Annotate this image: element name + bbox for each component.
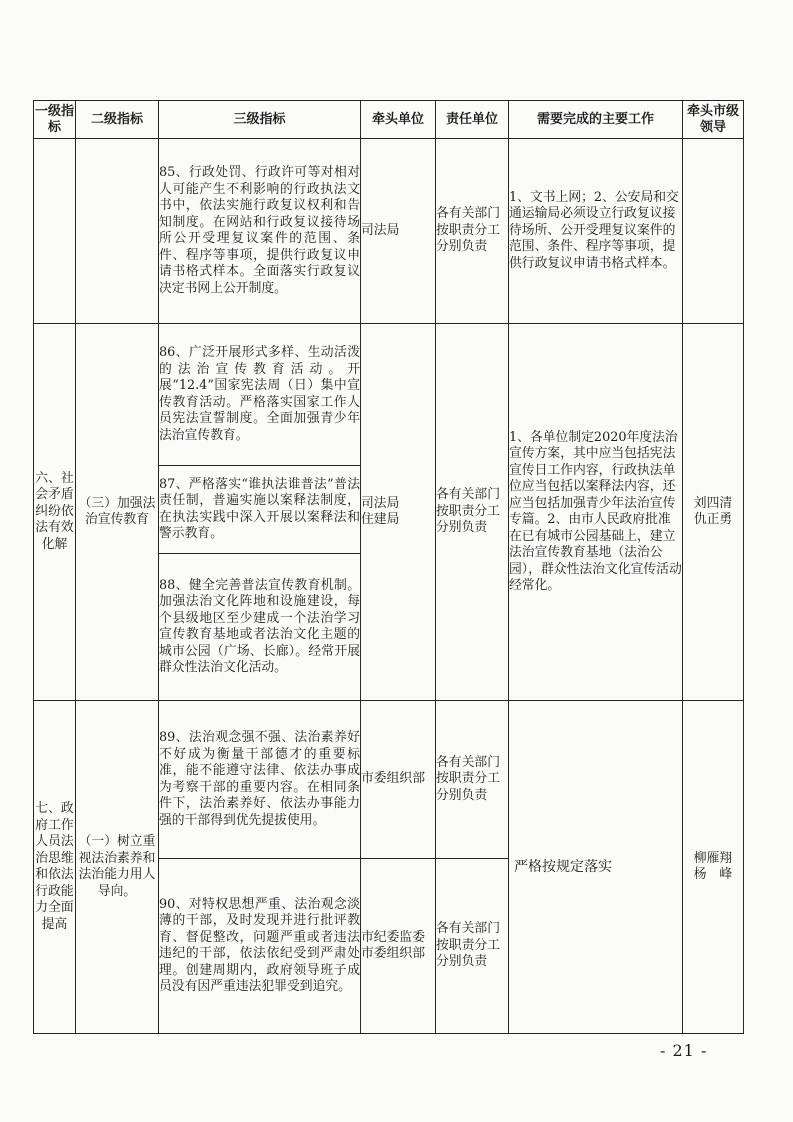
level1-cell-empty [34, 139, 76, 324]
level3-indicator-88: 88、健全完善普法宣传教育机制。加强法治文化阵地和设施建设，每个县级地区至少建成一个法治学习宣传教育基地或者法治文化主题的城市公园（广场、长廊）。经常开展群众性法治文化活动。 [159, 554, 361, 701]
level1-indicator: 六、社会矛盾纠纷依法有效化解 [34, 324, 76, 701]
lead-unit: 住建局 [361, 512, 400, 527]
table-row [34, 324, 744, 466]
level2-indicator: （一）树立重视法治素养和法治能力用人导向。 [76, 701, 159, 1034]
header-row [34, 101, 744, 139]
header-main-work: 需要完成的主要工作 [509, 101, 683, 139]
header-responsible-unit: 责任单位 [436, 101, 509, 139]
level3-indicator-86: 86、广泛开展形式多样、生动活泼的法治宣传教育活动。开展“12.4”国家宪法周（日）集中宣传教育活动。严格落实国家工作人员宪法宣誓制度。全面加强青少年法治宣传教育。 [159, 324, 361, 466]
header-level3: 三级指标 [159, 101, 361, 139]
lead-unit-cell [361, 859, 436, 1034]
page-number: - 21 - [660, 1041, 708, 1060]
level3-indicator-85: 85、行政处罚、行政许可等对相对人可能产生不利影响的行政执法文书中，依法实施行政复议权利和告知制度。在网站和行政复议接待场所公开受理复议案件的范围、条件、程序等事项，提供行政复议申请书格式样本。全面落实行政复议决定书网上公开制度。 [159, 139, 361, 324]
responsible-unit: 各有关部门按职责分工分别负责 [436, 859, 509, 1034]
level2-cell-empty [76, 139, 159, 324]
level2-indicator: （三）加强法治宣传教育 [76, 324, 159, 701]
city-leader: 杨 峰 [693, 867, 733, 882]
city-leader-cell [683, 701, 744, 1034]
lead-unit: 市纪委监委 [361, 929, 425, 945]
level1-indicator: 七、政府工作人员法治思维和依法行政能力全面提高 [34, 701, 76, 1034]
responsible-unit: 各有关部门按职责分工分别负责 [436, 701, 509, 859]
lead-unit-cell [361, 324, 436, 701]
responsible-unit: 各有关部门按职责分工分别负责 [436, 139, 509, 324]
lead-unit: 市委组织部 [361, 771, 425, 787]
header-city-leader: 牵头市级领导 [683, 101, 744, 139]
city-leader: 柳雁翔 [693, 850, 733, 866]
responsible-unit: 各有关部门按职责分工分别负责 [436, 324, 509, 701]
level3-indicator-87: 87、严格落实“谁执法谁普法”普法责任制，普遍实施以案释法制度，在执法实践中深入开展以案释法和警示教育。 [159, 466, 361, 554]
lead-unit: 司法局 [361, 222, 400, 238]
lead-unit-cell [361, 701, 436, 859]
header-level2: 二级指标 [76, 101, 159, 139]
main-work: 严格按规定落实 [509, 701, 683, 1034]
indicator-table [33, 100, 744, 1034]
level3-indicator-90: 90、对特权思想严重、法治观念淡薄的干部，及时发现并进行批评教育、督促整改，问题严重或者违法违纪的干部，依法依纪受到严肃处理。创建周期内，政府领导班子成员没有因严重违法犯罪受到追究。 [159, 859, 361, 1034]
header-level1: 一级指标 [34, 101, 76, 139]
main-work: 1、各单位制定2020年度法治宣传方案，其中应当包括宪法宣传日工作内容，行政执法单位应当包括以案释法内容，还应当包括加强青少年法治宣传专篇。2、由市人民政府批准在已有城市公园基础上，建立法治宣传教育基地（法治公园），群众性法治文化宣传活动经常化。 [509, 324, 683, 701]
city-leader: 刘四清 [693, 495, 733, 511]
table-row [34, 701, 744, 859]
city-leader-cell [683, 324, 744, 701]
lead-unit: 市委组织部 [361, 946, 425, 961]
lead-unit: 司法局 [361, 495, 400, 511]
city-leader-cell-empty [683, 139, 744, 324]
table-row [34, 139, 744, 324]
level3-indicator-89: 89、法治观念强不强、法治素养好不好成为衡量干部德才的重要标准，能不能遵守法律、依法办事成为考察干部的重要内容。在相同条件下，法治素养好、依法办事能力强的干部得到优先提拔使用。 [159, 701, 361, 859]
lead-unit-cell [361, 139, 436, 324]
main-work: 1、文书上网；2、公安局和交通运输局必须设立行政复议接待场所、公开受理复议案件的范围、条件、程序等事项，提供行政复议申请书格式样本。 [509, 139, 683, 324]
header-lead-unit: 牵头单位 [361, 101, 436, 139]
city-leader: 仇正勇 [693, 512, 733, 527]
